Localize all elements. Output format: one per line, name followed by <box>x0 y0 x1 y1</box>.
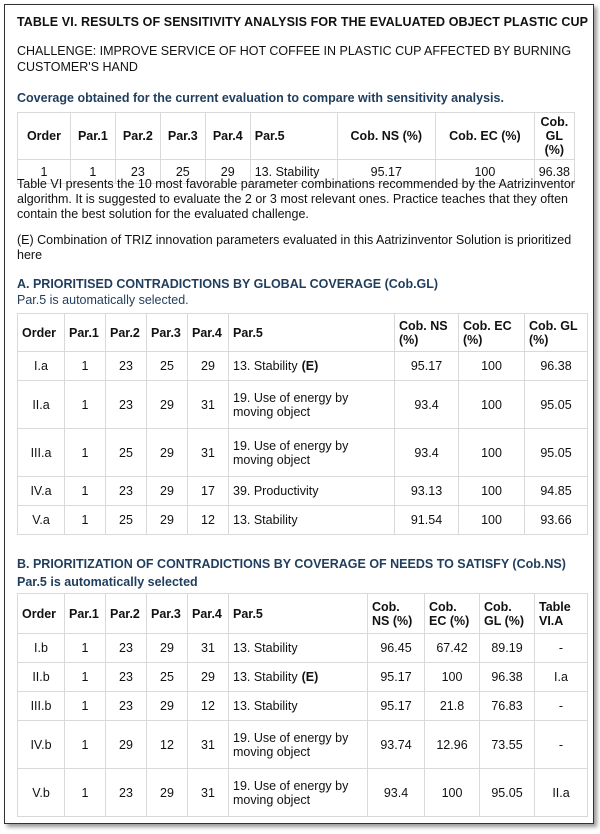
document-page <box>4 4 594 824</box>
par3-cell: 12 <box>147 721 188 769</box>
cob-ns-cell: 95.17 <box>395 352 459 381</box>
header-cell: Par.4 <box>188 594 229 634</box>
cob-ns-cell: 93.4 <box>395 429 459 477</box>
par5-cell <box>229 477 395 506</box>
par5-text: 13. Stability <box>233 670 298 684</box>
par5-text: 13. Stability <box>233 513 298 527</box>
par3-cell: 29 <box>147 429 188 477</box>
par4-cell: 31 <box>188 429 229 477</box>
header-cell: Par.1 <box>65 314 106 352</box>
par3-cell: 25 <box>147 663 188 692</box>
par3-cell: 29 <box>147 634 188 663</box>
cob-ec-cell: 100 <box>425 769 480 817</box>
par1-cell: 1 <box>65 692 106 721</box>
section-a-header-row <box>18 314 588 352</box>
order-cell: V.b <box>18 769 65 817</box>
order-cell: IV.b <box>18 721 65 769</box>
cob-ns-cell: 91.54 <box>395 506 459 535</box>
header-cell: Par.2 <box>106 594 147 634</box>
par2-cell: 25 <box>106 506 147 535</box>
header-cell: Par.3 <box>147 594 188 634</box>
order-cell: I.b <box>18 634 65 663</box>
header-cell: Par.2 <box>106 314 147 352</box>
par5-text: 13. Stability <box>233 641 298 655</box>
cob-gl-cell: 94.85 <box>525 477 588 506</box>
order-cell: III.a <box>18 429 65 477</box>
cob-ns-cell: 93.74 <box>368 721 425 769</box>
header-cell: Cob. EC (%) <box>459 314 525 352</box>
par4-cell: 31 <box>188 721 229 769</box>
par5-text: 19. Use of energy by moving object <box>233 390 349 419</box>
coverage-heading: Coverage obtained for the current evaluation to compare with sensitivity analysis. <box>17 91 504 105</box>
header-cell: Order <box>18 113 71 160</box>
header-cell: Cob. EC (%) <box>425 594 480 634</box>
cob-ec-cell: 100 <box>459 429 525 477</box>
par1-cell: 1 <box>65 769 106 817</box>
cob-gl-cell: 96.38 <box>534 160 574 184</box>
header-cell: Par.1 <box>65 594 106 634</box>
order-cell: II.b <box>18 663 65 692</box>
table-row <box>18 352 588 381</box>
par1-cell: 1 <box>65 477 106 506</box>
table-row <box>18 769 588 817</box>
header-cell: Par.3 <box>147 314 188 352</box>
par5-text: 13. Stability <box>233 699 298 713</box>
paragraph-intro: Table VI presents the 10 most favorable parameter combinations recommended by the Aatrizinventor algorithm. It is suggested to evaluate the 2 or 3 most relevant ones. Practice teaches that they often contain the best solution for the evaluated challenge. <box>17 177 575 221</box>
cob-gl-cell: 95.05 <box>525 381 588 429</box>
par4-cell: 31 <box>188 769 229 817</box>
cob-ns-cell: 93.13 <box>395 477 459 506</box>
cob-ns-cell: 93.4 <box>368 769 425 817</box>
par2-cell: 23 <box>106 381 147 429</box>
order-cell: IV.a <box>18 477 65 506</box>
header-cell: Order <box>18 314 65 352</box>
par3-cell: 25 <box>160 160 205 184</box>
par2-cell: 23 <box>106 634 147 663</box>
table-row <box>18 692 588 721</box>
order-cell: III.b <box>18 692 65 721</box>
cob-ec-cell: 21.8 <box>425 692 480 721</box>
header-cell: Par.5 <box>229 594 368 634</box>
table-ref-cell: I.a <box>535 663 588 692</box>
par3-cell: 29 <box>147 477 188 506</box>
header-cell: Cob. GL (%) <box>525 314 588 352</box>
par5-cell <box>229 381 395 429</box>
par2-cell: 29 <box>106 721 147 769</box>
table-ref-cell: - <box>535 721 588 769</box>
table-row <box>18 506 588 535</box>
par1-cell: 1 <box>70 160 115 184</box>
table-row <box>18 429 588 477</box>
par1-cell: 1 <box>65 429 106 477</box>
table-ref-cell: - <box>535 692 588 721</box>
par5-text: 39. Productivity <box>233 484 319 498</box>
par3-cell: 29 <box>147 381 188 429</box>
par4-cell: 17 <box>188 477 229 506</box>
cob-gl-cell: 96.38 <box>525 352 588 381</box>
section-b-header-row <box>18 594 588 634</box>
par2-cell: 23 <box>115 160 160 184</box>
par5-text: 19. Use of energy by moving object <box>233 438 349 467</box>
header-cell: Par.5 <box>250 113 337 160</box>
par1-cell: 1 <box>65 634 106 663</box>
par5-cell <box>229 721 368 769</box>
par2-cell: 23 <box>106 352 147 381</box>
table-ref-cell: - <box>535 634 588 663</box>
par2-cell: 23 <box>106 663 147 692</box>
par5-cell <box>229 429 395 477</box>
par1-cell: 1 <box>65 663 106 692</box>
header-cell: Order <box>18 594 65 634</box>
paragraph-note: (E) Combination of TRIZ innovation parameters evaluated in this Aatrizinventor Solution is prioritized here <box>17 233 572 262</box>
par5-cell <box>229 352 395 381</box>
coverage-table <box>17 112 575 184</box>
cob-gl-cell: 76.83 <box>480 692 535 721</box>
par4-cell: 31 <box>188 381 229 429</box>
cob-ec-cell: 100 <box>459 352 525 381</box>
table-row <box>18 721 588 769</box>
par5-text: 19. Use of energy by moving object <box>233 730 349 759</box>
cob-ns-cell: 95.17 <box>368 663 425 692</box>
cob-gl-cell: 96.38 <box>480 663 535 692</box>
table-ref-cell: II.a <box>535 769 588 817</box>
header-cell: Par.1 <box>70 113 115 160</box>
cob-ec-cell: 67.42 <box>425 634 480 663</box>
cob-ns-cell: 93.4 <box>395 381 459 429</box>
cob-gl-cell: 93.66 <box>525 506 588 535</box>
cob-ns-cell: 95.17 <box>368 692 425 721</box>
challenge-text: CHALLENGE: IMPROVE SERVICE OF HOT COFFEE IN PLASTIC CUP AFFECTED BY BURNING CUSTOMER'S HAND <box>17 44 572 74</box>
header-cell: Cob. NS (%) <box>395 314 459 352</box>
header-cell: Par.4 <box>205 113 250 160</box>
section-a-subheading: Par.5 is automatically selected. <box>17 293 189 307</box>
cob-ec-cell: 100 <box>459 477 525 506</box>
header-cell: Par.4 <box>188 314 229 352</box>
cob-gl-cell: 73.55 <box>480 721 535 769</box>
header-cell: Cob. GL (%) <box>534 113 574 160</box>
section-a-heading: A. PRIORITISED CONTRADICTIONS BY GLOBAL COVERAGE (Cob.GL) <box>17 277 439 291</box>
table-row <box>18 663 588 692</box>
section-b-heading: B. PRIORITIZATION OF CONTRADICTIONS BY COVERAGE OF NEEDS TO SATISFY (Cob.NS) <box>17 557 566 571</box>
par2-cell: 25 <box>106 429 147 477</box>
section-a-table <box>17 313 588 535</box>
par5-cell <box>229 506 395 535</box>
par4-cell: 29 <box>205 160 250 184</box>
par5-text: 13. Stability <box>233 359 298 373</box>
cob-ec-cell: 12.96 <box>425 721 480 769</box>
par5-text: 19. Use of energy by moving object <box>233 778 349 807</box>
table-row <box>18 477 588 506</box>
cob-ec-cell: 100 <box>459 506 525 535</box>
par4-cell: 12 <box>188 692 229 721</box>
evaluated-marker: (E) <box>301 670 319 684</box>
cob-gl-cell: 95.05 <box>525 429 588 477</box>
par5-cell <box>229 769 368 817</box>
par3-cell: 29 <box>147 506 188 535</box>
par5-cell <box>229 634 368 663</box>
cob-gl-cell: 89.19 <box>480 634 535 663</box>
section-b-table <box>17 593 588 817</box>
par2-cell: 23 <box>106 692 147 721</box>
par2-cell: 23 <box>106 769 147 817</box>
order-cell: I.a <box>18 352 65 381</box>
par2-cell: 23 <box>106 477 147 506</box>
coverage-header-row <box>18 113 575 160</box>
header-cell: Par.5 <box>229 314 395 352</box>
cob-ec-cell: 100 <box>436 160 535 184</box>
par3-cell: 25 <box>147 352 188 381</box>
par1-cell: 1 <box>65 506 106 535</box>
header-cell: Par.3 <box>160 113 205 160</box>
table-row <box>18 381 588 429</box>
par1-cell: 1 <box>65 352 106 381</box>
par3-cell: 29 <box>147 769 188 817</box>
header-cell: Cob. GL (%) <box>480 594 535 634</box>
par5-cell <box>229 692 368 721</box>
table-row <box>18 634 588 663</box>
par5-cell: 13. Stability <box>250 160 337 184</box>
par3-cell: 29 <box>147 692 188 721</box>
par4-cell: 29 <box>188 352 229 381</box>
header-cell: Cob. NS (%) <box>337 113 436 160</box>
section-b-subheading: Par.5 is automatically selected <box>17 575 198 589</box>
par1-cell: 1 <box>65 381 106 429</box>
header-cell: Cob. NS (%) <box>368 594 425 634</box>
par4-cell: 12 <box>188 506 229 535</box>
par4-cell: 29 <box>188 663 229 692</box>
header-cell: Par.2 <box>115 113 160 160</box>
evaluated-marker: (E) <box>301 359 319 373</box>
order-cell: II.a <box>18 381 65 429</box>
cob-gl-cell: 95.05 <box>480 769 535 817</box>
order-cell: 1 <box>18 160 71 184</box>
header-cell: Cob. EC (%) <box>436 113 535 160</box>
header-cell: Table VI.A <box>535 594 588 634</box>
par4-cell: 31 <box>188 634 229 663</box>
page-title: TABLE VI. RESULTS OF SENSITIVITY ANALYSIS FOR THE EVALUATED OBJECT PLASTIC CUP <box>17 15 589 29</box>
order-cell: V.a <box>18 506 65 535</box>
cob-ns-cell: 95.17 <box>337 160 436 184</box>
par5-cell <box>229 663 368 692</box>
par1-cell: 1 <box>65 721 106 769</box>
cob-ec-cell: 100 <box>459 381 525 429</box>
cob-ns-cell: 96.45 <box>368 634 425 663</box>
cob-ec-cell: 100 <box>425 663 480 692</box>
